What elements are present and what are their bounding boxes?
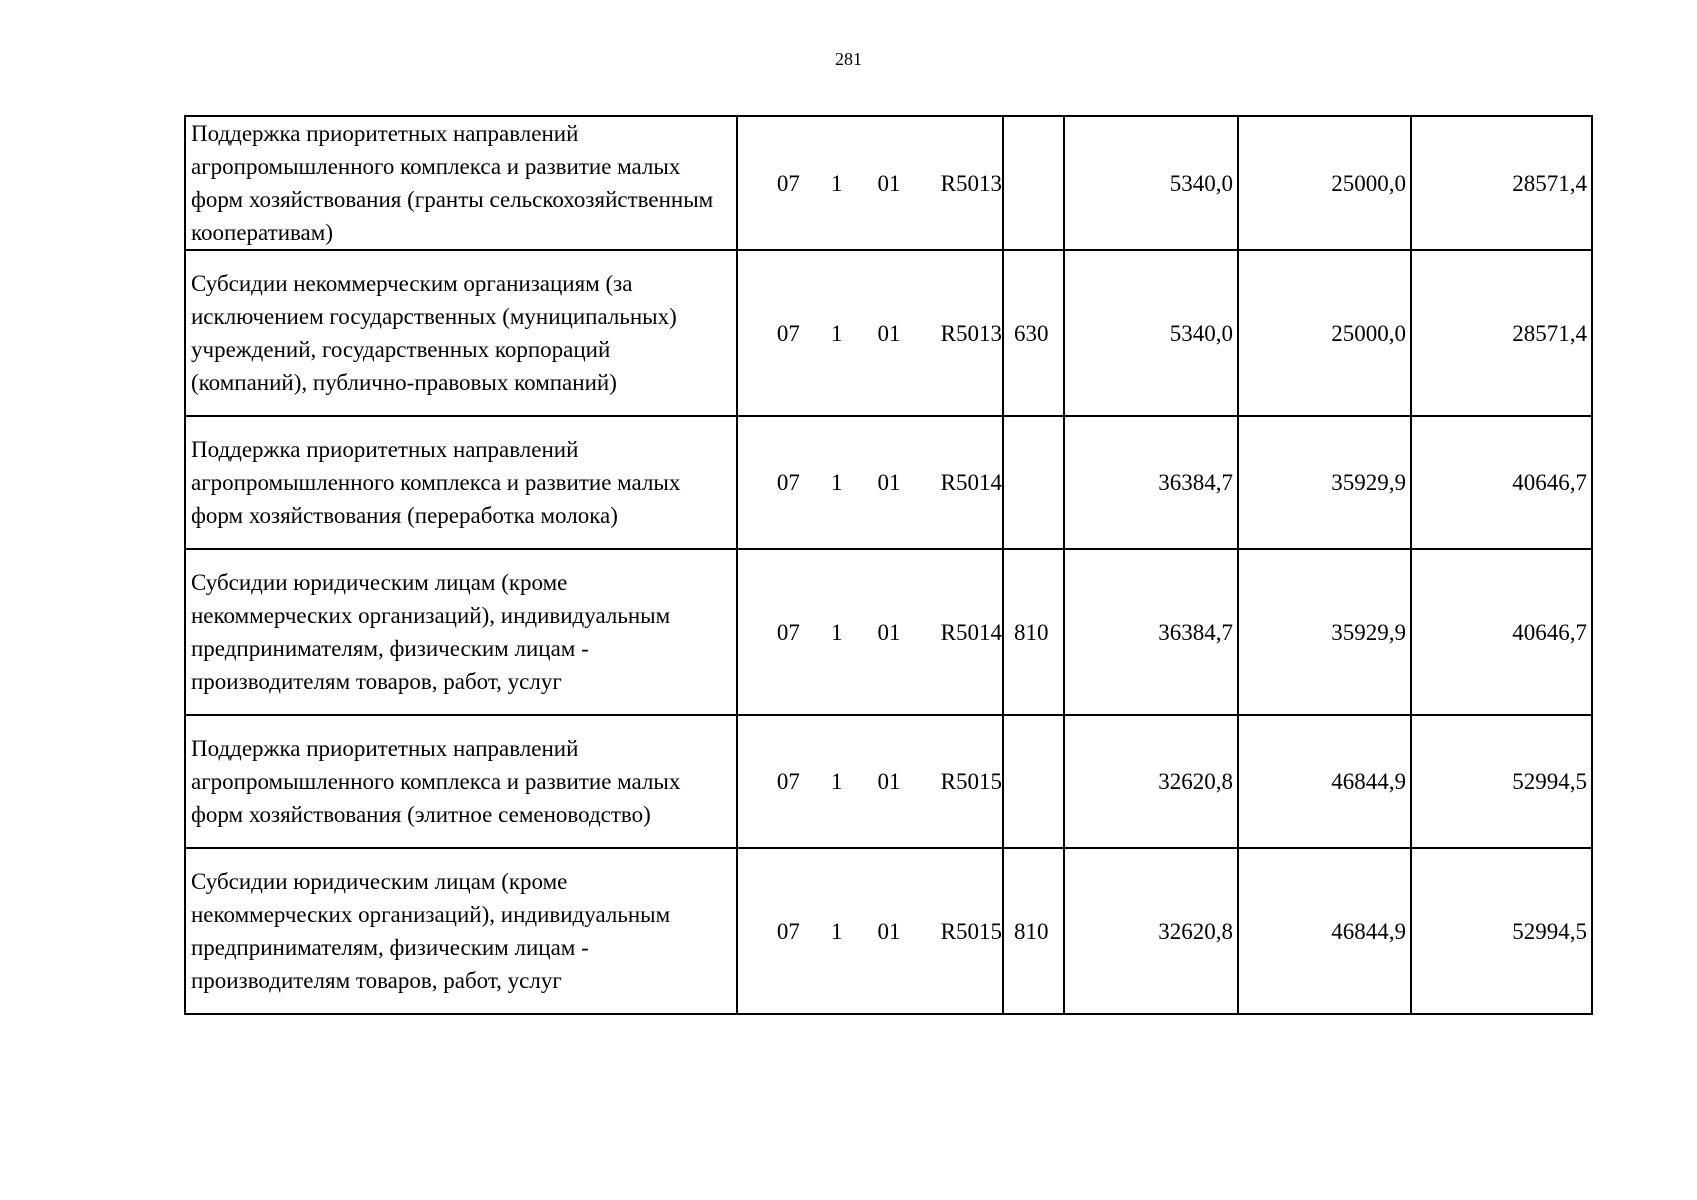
code-cell bbox=[737, 250, 1003, 416]
subprogram-code: 01 bbox=[877, 619, 901, 645]
table-row bbox=[185, 848, 1592, 1014]
value1-cell: 5340,0 bbox=[1064, 250, 1238, 416]
expense-type-cell: 810 bbox=[1003, 848, 1064, 1014]
value1-cell: 5340,0 bbox=[1064, 116, 1238, 250]
section-code: 07 bbox=[776, 769, 800, 794]
item-code: R5013 bbox=[940, 320, 1002, 346]
table-row bbox=[185, 250, 1592, 416]
value3-cell: 52994,5 bbox=[1411, 848, 1592, 1014]
program-code: 1 bbox=[830, 769, 843, 794]
expense-type-cell bbox=[1003, 715, 1064, 848]
value3-cell: 52994,5 bbox=[1411, 715, 1592, 848]
code-cell bbox=[737, 549, 1003, 715]
program-code: 1 bbox=[830, 470, 843, 495]
item-code: R5015 bbox=[940, 918, 1002, 944]
table-row bbox=[185, 416, 1592, 549]
code-cell bbox=[737, 116, 1003, 250]
item-code: R5014 bbox=[940, 470, 1002, 495]
section-code: 07 bbox=[776, 320, 800, 346]
program-code: 1 bbox=[830, 320, 843, 346]
code-cell bbox=[737, 848, 1003, 1014]
program-code: 1 bbox=[830, 170, 843, 196]
budget-table bbox=[184, 115, 1593, 1015]
value3-cell: 40646,7 bbox=[1411, 416, 1592, 549]
page-number: 281 bbox=[835, 49, 862, 69]
item-code: R5013 bbox=[940, 170, 1002, 196]
item-code: R5015 bbox=[940, 769, 1002, 794]
description-cell: Субсидии юридическим лицам (кроме некоммерческих организаций), индивидуальным предпринимателям, физическим лицам - производителям товаров, работ, услуг bbox=[185, 549, 737, 715]
expense-type-cell bbox=[1003, 116, 1064, 250]
program-code: 1 bbox=[830, 918, 843, 944]
subprogram-code: 01 bbox=[877, 470, 901, 495]
subprogram-code: 01 bbox=[877, 769, 901, 794]
description-cell: Поддержка приоритетных направлений агропромышленного комплекса и развитие малых форм хозяйствования (переработка молока) bbox=[185, 416, 737, 549]
value3-cell: 40646,7 bbox=[1411, 549, 1592, 715]
value3-cell: 28571,4 bbox=[1411, 116, 1592, 250]
section-code: 07 bbox=[776, 470, 800, 495]
code-cell bbox=[737, 715, 1003, 848]
section-code: 07 bbox=[776, 170, 800, 196]
expense-type-cell: 810 bbox=[1003, 549, 1064, 715]
subprogram-code: 01 bbox=[877, 320, 901, 346]
description-cell: Субсидии некоммерческим организациям (за исключением государственных (муниципальных) учреждений, государственных корпораций (компаний), публично-правовых компаний) bbox=[185, 250, 737, 416]
description-cell: Субсидии юридическим лицам (кроме некоммерческих организаций), индивидуальным предпринимателям, физическим лицам - производителям товаров, работ, услуг bbox=[185, 848, 737, 1014]
table-row bbox=[185, 549, 1592, 715]
subprogram-code: 01 bbox=[877, 918, 901, 944]
section-code: 07 bbox=[776, 918, 800, 944]
value2-cell: 35929,9 bbox=[1238, 549, 1411, 715]
value2-cell: 25000,0 bbox=[1238, 116, 1411, 250]
description-cell: Поддержка приоритетных направлений агропромышленного комплекса и развитие малых форм хозяйствования (гранты сельскохозяйственным кооперативам) bbox=[185, 116, 737, 250]
table-row bbox=[185, 116, 1592, 250]
expense-type-cell bbox=[1003, 416, 1064, 549]
value2-cell: 35929,9 bbox=[1238, 416, 1411, 549]
code-cell bbox=[737, 416, 1003, 549]
value1-cell: 36384,7 bbox=[1064, 549, 1238, 715]
value1-cell: 32620,8 bbox=[1064, 848, 1238, 1014]
description-cell: Поддержка приоритетных направлений агропромышленного комплекса и развитие малых форм хозяйствования (элитное семеноводство) bbox=[185, 715, 737, 848]
table-row bbox=[185, 715, 1592, 848]
value2-cell: 25000,0 bbox=[1238, 250, 1411, 416]
value1-cell: 32620,8 bbox=[1064, 715, 1238, 848]
value1-cell: 36384,7 bbox=[1064, 416, 1238, 549]
section-code: 07 bbox=[776, 619, 800, 645]
subprogram-code: 01 bbox=[877, 170, 901, 196]
value2-cell: 46844,9 bbox=[1238, 715, 1411, 848]
program-code: 1 bbox=[830, 619, 843, 645]
expense-type-cell: 630 bbox=[1003, 250, 1064, 416]
value3-cell: 28571,4 bbox=[1411, 250, 1592, 416]
value2-cell: 46844,9 bbox=[1238, 848, 1411, 1014]
item-code: R5014 bbox=[940, 619, 1002, 645]
